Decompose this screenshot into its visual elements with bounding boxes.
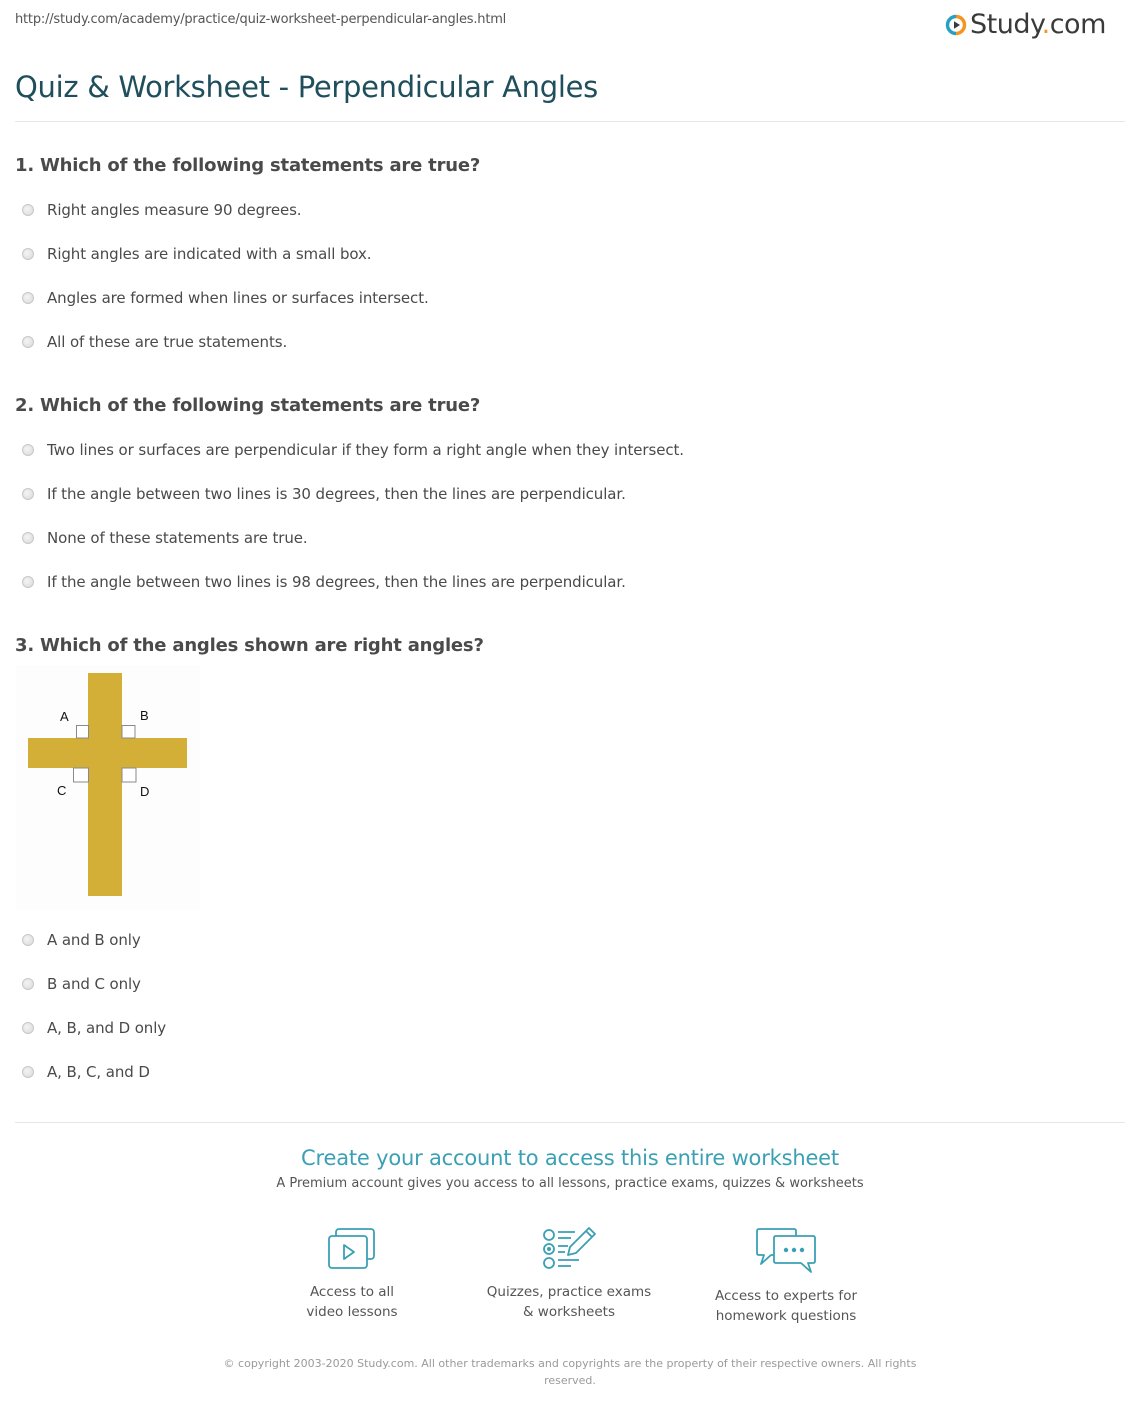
choice-label: Right angles are indicated with a small box. <box>47 245 372 263</box>
choice-2c[interactable] <box>22 516 684 560</box>
choice-label: Angles are formed when lines or surfaces intersect. <box>47 289 429 307</box>
radio-button[interactable] <box>22 1022 34 1034</box>
feature-line: Access to experts for <box>714 1288 857 1304</box>
right-angle-cross-diagram <box>16 665 200 910</box>
choice-label: None of these statements are true. <box>47 529 308 547</box>
radio-button[interactable] <box>22 978 34 990</box>
choice-label: If the angle between two lines is 30 degrees, then the lines are perpendicular. <box>47 485 626 503</box>
choice-label: B and C only <box>47 975 141 993</box>
logo-text-main: Study <box>970 9 1042 40</box>
feature-line: & worksheets <box>522 1304 615 1320</box>
cta-subtitle: A Premium account gives you access to all lessons, practice exams, quizzes & worksheets <box>276 1176 864 1191</box>
choice-2d[interactable] <box>22 560 684 604</box>
page-title: Quiz & Worksheet - Perpendicular Angles <box>15 70 598 104</box>
choice-label: Two lines or surfaces are perpendicular if they form a right angle when they intersect. <box>47 441 684 459</box>
choice-1b[interactable] <box>22 232 429 276</box>
question-1-choices <box>22 188 429 364</box>
page-url: http://study.com/academy/practice/quiz-worksheet-perpendicular-angles.html <box>15 12 507 27</box>
logo-text-tld: com <box>1049 9 1106 40</box>
copyright-notice: © copyright 2003-2020 Study.com. All other trademarks and copyrights are the property of their respective owners. All rights reserved. <box>223 1357 917 1387</box>
logo-wordmark <box>970 10 1106 40</box>
choice-3d[interactable] <box>22 1050 166 1094</box>
choice-3a[interactable] <box>22 918 166 962</box>
feature-line: video lessons <box>306 1304 398 1320</box>
video-lessons-icon <box>326 1226 378 1272</box>
feature-line: homework questions <box>715 1308 857 1324</box>
choice-label: Right angles measure 90 degrees. <box>47 201 302 219</box>
study-logo[interactable] <box>945 10 1106 40</box>
cross-diagram-figure <box>16 665 200 910</box>
svg-text:B: B <box>140 708 149 723</box>
feature-line: Access to all <box>309 1284 395 1300</box>
choice-label: A, B, C, and D <box>47 1063 150 1081</box>
question-1-label: 1. Which of the following statements are true? <box>15 155 481 176</box>
svg-text:A: A <box>60 709 69 724</box>
chat-bubbles-icon <box>754 1226 818 1276</box>
feature-video-lessons <box>242 1226 462 1322</box>
feature-experts <box>676 1226 896 1326</box>
radio-button[interactable] <box>22 204 34 216</box>
radio-button[interactable] <box>22 292 34 304</box>
choice-2a[interactable] <box>22 428 684 472</box>
radio-button[interactable] <box>22 532 34 544</box>
choice-1a[interactable] <box>22 188 429 232</box>
radio-button[interactable] <box>22 1066 34 1078</box>
title-divider <box>15 121 1125 122</box>
svg-text:D: D <box>140 784 150 799</box>
question-3-choices <box>22 918 166 1094</box>
choice-label: All of these are true statements. <box>47 333 288 351</box>
choice-label: A, B, and D only <box>47 1019 167 1037</box>
radio-button[interactable] <box>22 488 34 500</box>
svg-text:C: C <box>57 783 67 798</box>
choice-label: A and B only <box>47 931 141 949</box>
question-2-label: 2. Which of the following statements are true? <box>15 395 481 416</box>
radio-button[interactable] <box>22 248 34 260</box>
radio-button[interactable] <box>22 444 34 456</box>
logo-dot: . <box>1041 9 1050 40</box>
radio-button[interactable] <box>22 336 34 348</box>
create-account-link[interactable]: Create your account to access this entire worksheet <box>301 1146 839 1170</box>
feature-label <box>242 1282 462 1322</box>
radio-button[interactable] <box>22 934 34 946</box>
choice-3b[interactable] <box>22 962 166 1006</box>
study-logo-play-icon <box>945 14 967 36</box>
feature-quizzes <box>459 1226 679 1322</box>
choice-1c[interactable] <box>22 276 429 320</box>
feature-label <box>676 1286 896 1326</box>
quiz-checklist-icon <box>541 1226 597 1272</box>
choice-2b[interactable] <box>22 472 684 516</box>
radio-button[interactable] <box>22 576 34 588</box>
cta-divider <box>15 1122 1125 1123</box>
choice-label: If the angle between two lines is 98 degrees, then the lines are perpendicular. <box>47 573 626 591</box>
choice-1d[interactable] <box>22 320 429 364</box>
question-3-label: 3. Which of the angles shown are right angles? <box>15 635 484 656</box>
choice-3c[interactable] <box>22 1006 166 1050</box>
question-2-choices <box>22 428 684 604</box>
feature-label <box>459 1282 679 1322</box>
feature-line: Quizzes, practice exams <box>486 1284 652 1300</box>
